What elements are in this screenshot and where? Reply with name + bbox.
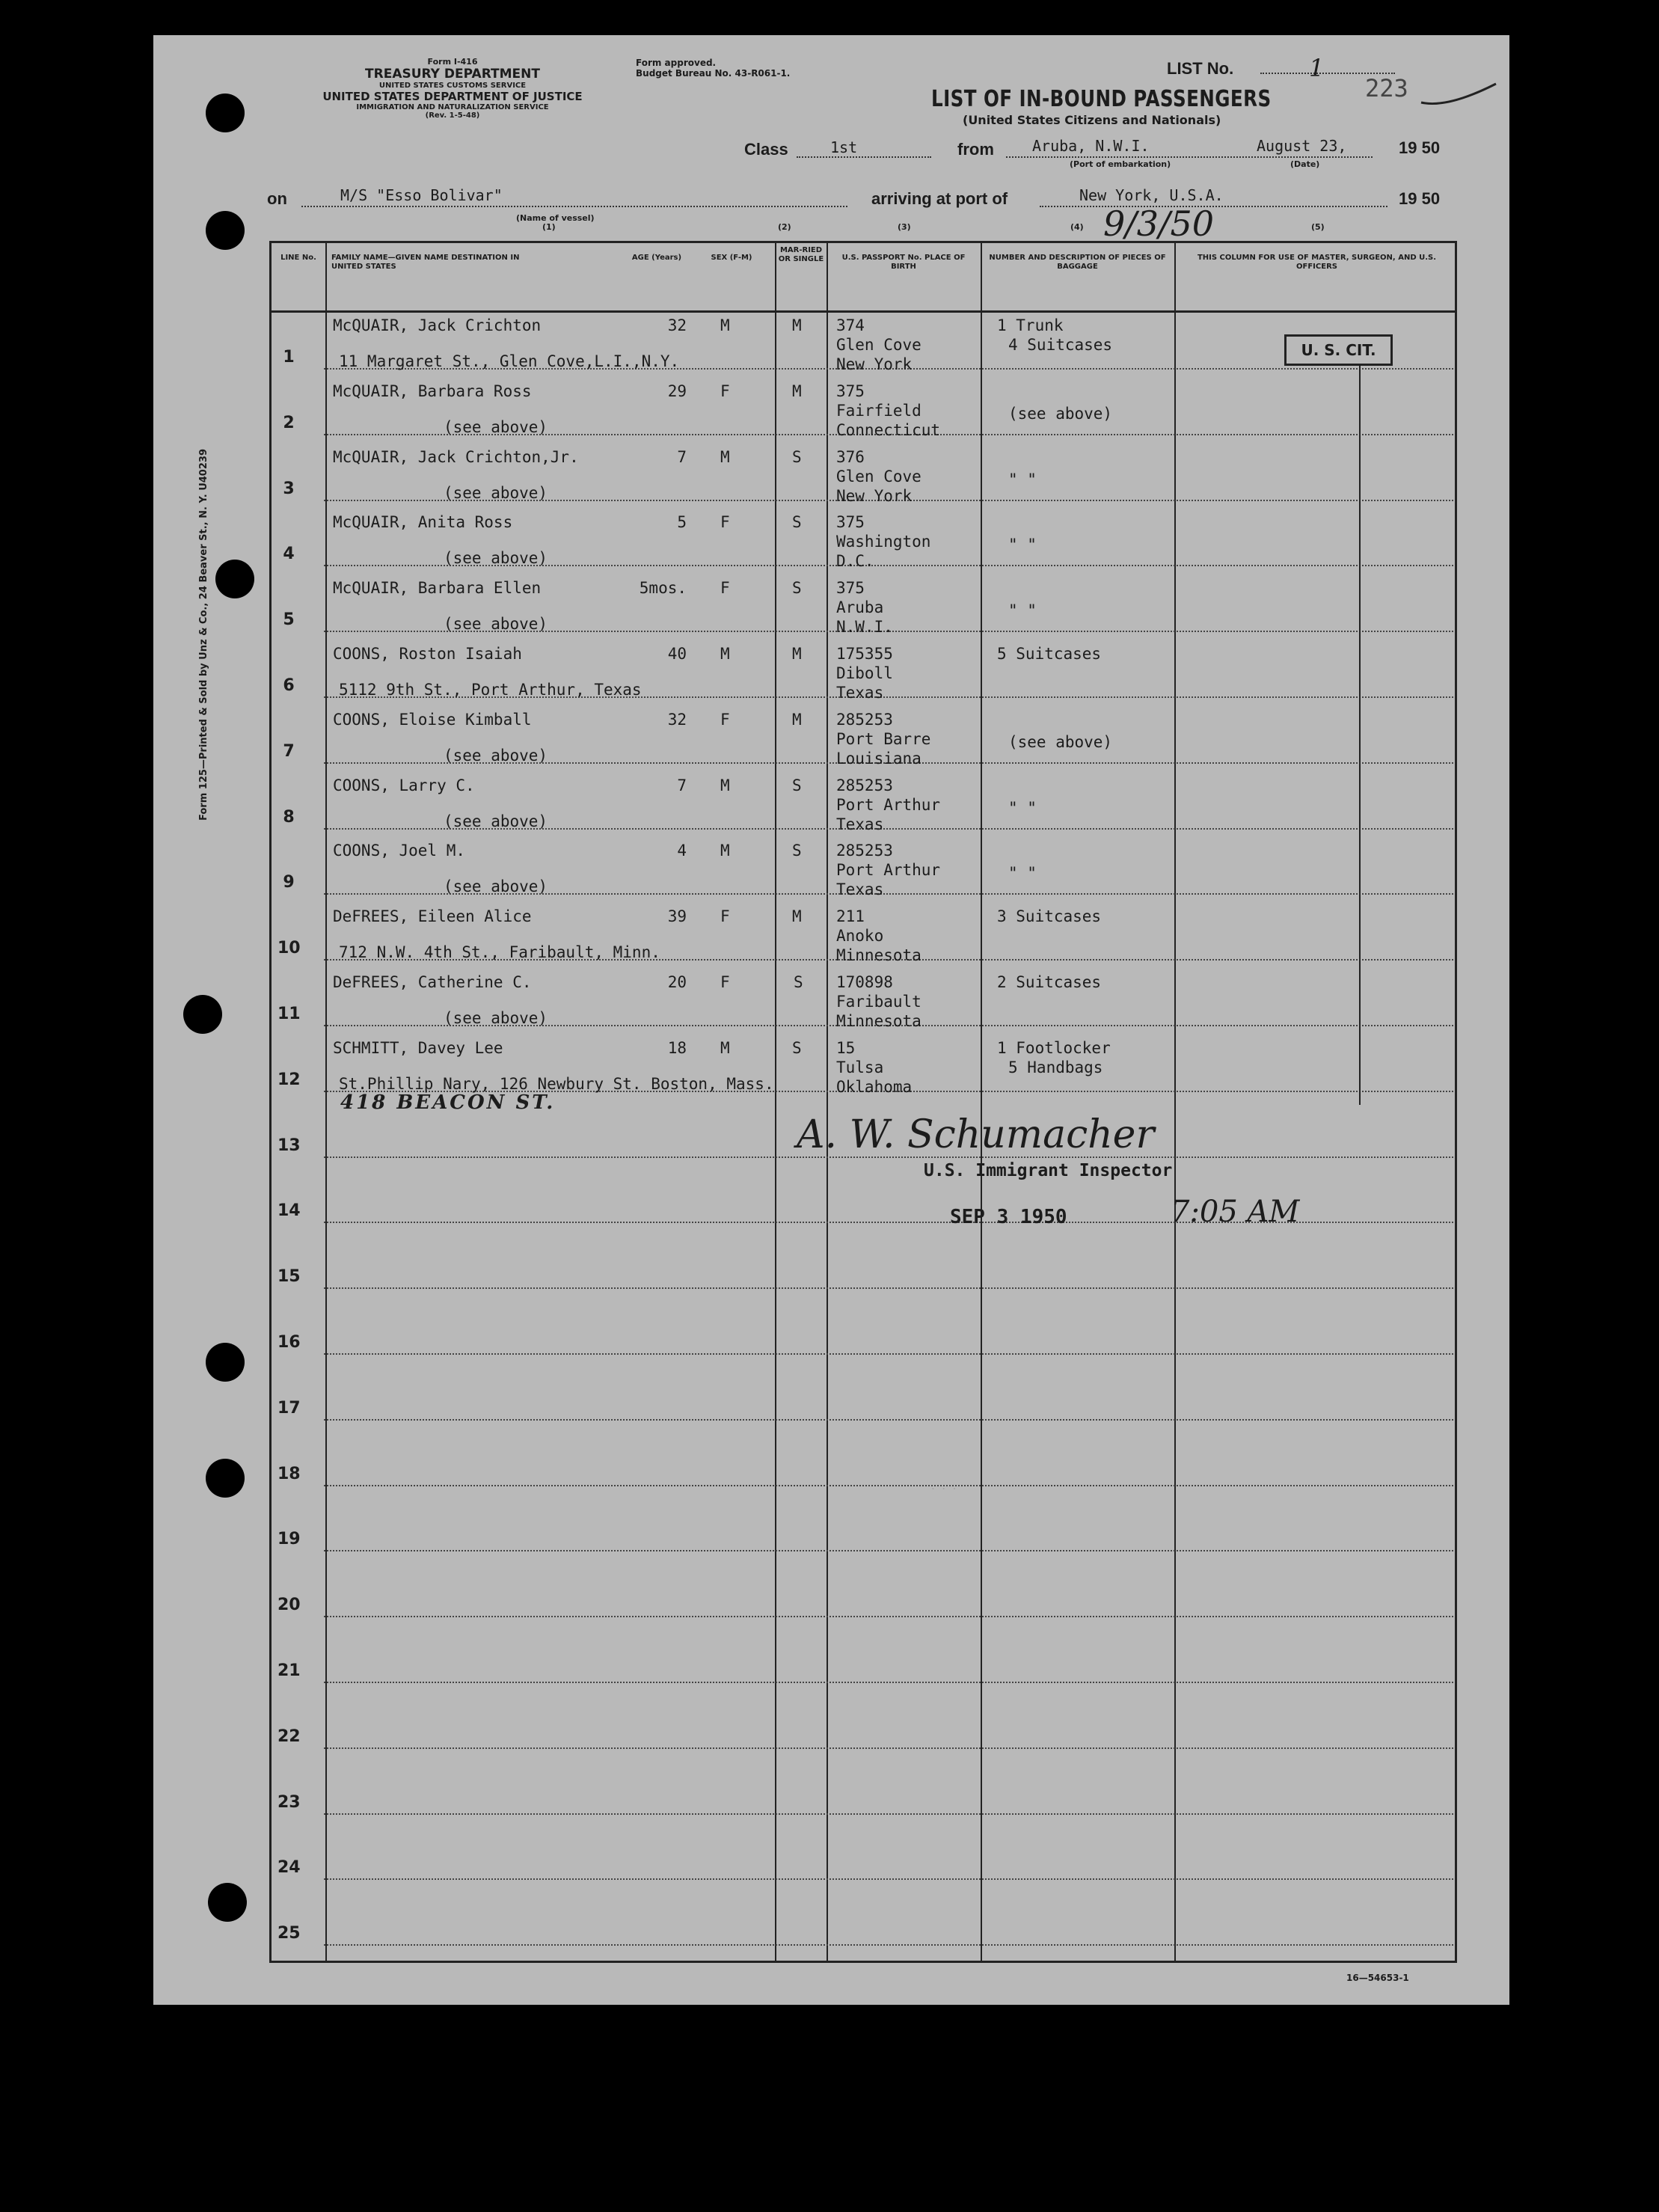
line-number: 24 xyxy=(277,1858,301,1878)
birth-place-state: Louisiana xyxy=(836,749,922,768)
passport-number: 285253 xyxy=(836,776,893,794)
col-num-1: (1) xyxy=(542,222,556,232)
birth-place-state: New York xyxy=(836,486,913,505)
line-number: 10 xyxy=(277,939,301,958)
passenger-age: 7 xyxy=(677,776,687,794)
date-caption: (Date) xyxy=(1290,159,1320,169)
birth-place-state: Texas xyxy=(836,684,884,702)
line-number: 2 xyxy=(283,413,295,432)
birth-place-city: Washington xyxy=(836,533,931,551)
col-num-3: (3) xyxy=(898,222,911,232)
marital-status: S xyxy=(792,842,802,860)
handwritten-time: 7:05 AM xyxy=(1171,1195,1300,1229)
passport-number: 285253 xyxy=(836,710,893,729)
passport-number: 375 xyxy=(836,382,865,400)
passenger-sex: F xyxy=(720,513,730,532)
birth-place-city: Tulsa xyxy=(836,1058,884,1076)
line-number: 25 xyxy=(277,1924,301,1943)
check-mark-icon xyxy=(1417,80,1500,110)
passenger-age: 29 xyxy=(667,382,687,400)
passenger-sex: M xyxy=(720,1038,730,1057)
passenger-age: 39 xyxy=(667,907,687,926)
passenger-sex: F xyxy=(720,579,730,598)
line-number: 22 xyxy=(277,1727,301,1746)
baggage-line-1: 5 Suitcases xyxy=(997,645,1102,663)
birth-place-state: Connecticut xyxy=(836,420,941,439)
footer-form-number: 16—54653-1 xyxy=(1346,1973,1409,1983)
arrival-stamp-date: SEP 3 1950 xyxy=(950,1206,1067,1228)
line-number: 4 xyxy=(283,545,295,564)
class-value: 1st xyxy=(830,138,858,156)
row-dotted-line xyxy=(324,1550,1453,1551)
passenger-destination: (see above) xyxy=(444,746,548,765)
marital-status: M xyxy=(792,645,802,663)
punch-hole xyxy=(183,995,222,1034)
passenger-sex: M xyxy=(720,645,730,663)
passenger-name: McQUAIR, Jack Crichton,Jr. xyxy=(333,447,579,466)
inspector-signature: A. W. Schumacher xyxy=(797,1112,1155,1157)
marital-status: S xyxy=(794,973,803,991)
baggage-line-2: 4 Suitcases xyxy=(1008,336,1113,354)
from-dots xyxy=(1006,156,1373,158)
punch-hole xyxy=(206,1343,245,1382)
passenger-destination: St.Phillip Nary, 126 Newbury St. Boston, Mass. xyxy=(339,1074,774,1093)
baggage-line-2: (see above) xyxy=(1008,732,1113,751)
vessel-caption: (Name of vessel) xyxy=(516,213,595,223)
passenger-sex: F xyxy=(720,710,730,729)
passport-number: 211 xyxy=(836,907,865,926)
row-dotted-line xyxy=(324,1682,1453,1683)
marital-status: S xyxy=(792,776,802,794)
line-number: 12 xyxy=(277,1070,301,1089)
marital-status: S xyxy=(792,1038,802,1057)
header-separator xyxy=(272,310,1455,313)
passenger-sex: M xyxy=(720,447,730,466)
passenger-name: SCHMITT, Davey Lee xyxy=(333,1038,503,1057)
baggage-line-2: " " xyxy=(1008,470,1037,488)
passenger-name: McQUAIR, Barbara Ross xyxy=(333,382,532,400)
birth-place-state: Oklahoma xyxy=(836,1077,913,1096)
passenger-destination: (see above) xyxy=(444,483,548,502)
customs-service: UNITED STATES CUSTOMS SERVICE xyxy=(378,82,527,91)
birth-place-state: Minnesota xyxy=(836,1012,922,1030)
marital-status: S xyxy=(792,447,802,466)
date-value: August 23, xyxy=(1257,137,1347,155)
class-label: Class xyxy=(744,140,788,159)
line-number: 1 xyxy=(283,348,295,367)
col-num-5: (5) xyxy=(1311,222,1325,232)
baggage-line-1: 2 Suitcases xyxy=(997,973,1102,991)
birth-place-state: Texas xyxy=(836,815,884,833)
row-dotted-line xyxy=(324,1878,1453,1880)
col-num-4: (4) xyxy=(1070,222,1084,232)
line-number: 7 xyxy=(283,741,295,761)
birth-place-city: Anoko xyxy=(836,927,884,946)
marital-status: M xyxy=(792,316,802,334)
page-subtitle: (United States Citizens and Nationals) xyxy=(963,113,1221,127)
birth-place-state: Minnesota xyxy=(836,946,922,965)
on-label: on xyxy=(267,189,287,208)
baggage-line-2: 5 Handbags xyxy=(1008,1058,1103,1076)
row-dotted-line xyxy=(324,1813,1453,1815)
th-age: AGE (Years) xyxy=(631,254,682,262)
line-number: 14 xyxy=(277,1201,301,1221)
th-officers: THIS COLUMN FOR USE OF MASTER, SURGEON, AND U.S. OFFICERS xyxy=(1197,254,1437,271)
passenger-name: COONS, Eloise Kimball xyxy=(333,710,532,729)
line-number: 17 xyxy=(277,1398,301,1418)
baggage-line-2: " " xyxy=(1008,536,1037,554)
row-dotted-line xyxy=(324,1616,1453,1617)
birth-place-city: Port Arthur xyxy=(836,861,941,880)
stamp-number: 223 xyxy=(1365,74,1408,102)
row-dotted-line xyxy=(324,1747,1453,1749)
birth-place-city: Port Arthur xyxy=(836,795,941,814)
line-number: 20 xyxy=(277,1596,301,1615)
row-dotted-line xyxy=(324,1944,1453,1946)
passenger-destination: (see above) xyxy=(444,877,548,896)
inspector-title: U.S. Immigrant Inspector xyxy=(924,1161,1173,1180)
passenger-name: McQUAIR, Anita Ross xyxy=(333,513,513,532)
vessel-value: M/S "Esso Bolivar" xyxy=(340,186,503,204)
handwritten-date: 9/3/50 xyxy=(1103,203,1215,244)
marital-status: M xyxy=(792,710,802,729)
arriving-value: New York, U.S.A. xyxy=(1079,186,1224,204)
list-no-value: 1 xyxy=(1309,54,1325,82)
manifest-page xyxy=(153,35,1509,2005)
th-sex: SEX (F-M) xyxy=(711,254,752,262)
line-number: 6 xyxy=(283,676,295,695)
list-no-label: LIST No. xyxy=(1167,59,1234,78)
line-number: 8 xyxy=(283,807,295,827)
passenger-age: 5mos. xyxy=(639,579,687,598)
bleed-through-text: . . . xyxy=(931,1479,957,1492)
treasury-dept: TREASURY DEPARTMENT xyxy=(365,66,540,82)
birth-place-city: Aruba xyxy=(836,598,884,617)
from-value: Aruba, N.W.I. xyxy=(1032,137,1150,155)
passenger-destination: (see above) xyxy=(444,1009,548,1027)
birth-place-state: Texas xyxy=(836,880,884,899)
line-number: 5 xyxy=(283,610,295,630)
passenger-destination: 5112 9th St., Port Arthur, Texas xyxy=(339,681,642,699)
revision: (Rev. 1-5-48) xyxy=(425,111,480,120)
birth-place-state: D.C. xyxy=(836,552,874,571)
printer-imprint: Form 125—Printed & Sold by Unz & Co., 24 Beaver St., N. Y. U40239 xyxy=(198,449,209,821)
handwritten-address: 418 BEACON ST. xyxy=(340,1091,556,1114)
baggage-line-2: " " xyxy=(1008,601,1037,620)
passport-number: 376 xyxy=(836,447,865,466)
passenger-sex: M xyxy=(720,316,730,334)
col-num-2: (2) xyxy=(778,222,791,232)
line-number: 15 xyxy=(277,1267,301,1287)
passenger-age: 32 xyxy=(667,710,687,729)
passenger-age: 18 xyxy=(667,1038,687,1057)
passenger-name: DeFREES, Eileen Alice xyxy=(333,907,532,926)
marital-status: S xyxy=(792,579,802,598)
baggage-line-2: (see above) xyxy=(1008,404,1113,423)
marital-status: M xyxy=(792,382,802,400)
form-number: Form I-416 xyxy=(427,57,478,67)
passenger-sex: M xyxy=(720,776,730,794)
passenger-name: COONS, Joel M. xyxy=(333,842,466,860)
punch-hole xyxy=(206,211,245,250)
birth-place-state: New York xyxy=(836,355,913,373)
arriving-label: arriving at port of xyxy=(871,189,1008,208)
punch-hole xyxy=(206,1459,245,1498)
passenger-sex: F xyxy=(720,907,730,926)
line-number: 11 xyxy=(277,1005,301,1023)
line-number: 18 xyxy=(277,1464,301,1483)
bracket-line xyxy=(1359,364,1361,1105)
passenger-age: 20 xyxy=(667,973,687,991)
line-number: 16 xyxy=(277,1333,301,1352)
line-number: 13 xyxy=(277,1136,301,1155)
birth-place-city: Glen Cove xyxy=(836,467,922,485)
passenger-age: 7 xyxy=(677,447,687,466)
birth-place-state: N.W.I. xyxy=(836,618,893,637)
vessel-dots xyxy=(301,206,847,207)
birth-place-city: Fairfield xyxy=(836,401,922,420)
th-name: FAMILY NAME—GIVEN NAME DESTINATION IN UNITED STATES xyxy=(331,254,520,271)
passenger-name: McQUAIR, Barbara Ellen xyxy=(333,579,542,598)
passenger-destination: (see above) xyxy=(444,615,548,634)
passenger-sex: F xyxy=(720,973,730,991)
birth-place-city: Faribault xyxy=(836,993,922,1011)
port-caption: (Port of embarkation) xyxy=(1070,159,1171,169)
passenger-age: 32 xyxy=(667,316,687,334)
baggage-line-1: 1 Trunk xyxy=(997,316,1064,334)
passenger-sex: F xyxy=(720,382,730,400)
class-dots xyxy=(797,156,931,158)
birth-place-city: Port Barre xyxy=(836,729,931,748)
marital-status: M xyxy=(792,907,802,926)
line-number: 19 xyxy=(277,1530,301,1549)
passenger-name: COONS, Larry C. xyxy=(333,776,475,794)
line-number: 21 xyxy=(277,1661,301,1680)
passenger-name: McQUAIR, Jack Crichton xyxy=(333,316,542,334)
passenger-sex: M xyxy=(720,842,730,860)
punch-hole xyxy=(208,1883,247,1922)
th-passport: U.S. PASSPORT No. PLACE OF BIRTH xyxy=(841,254,966,271)
passport-number: 170898 xyxy=(836,973,893,991)
ins-service: IMMIGRATION AND NATURALIZATION SERVICE xyxy=(356,102,549,111)
birth-place-city: Glen Cove xyxy=(836,336,922,354)
baggage-line-2: " " xyxy=(1008,864,1037,883)
passenger-destination: 11 Margaret St., Glen Cove,L.I.,N.Y. xyxy=(339,352,680,370)
passenger-name: COONS, Roston Isaiah xyxy=(333,645,522,663)
us-cit-stamp: U. S. CIT. xyxy=(1284,334,1393,366)
marital-status: S xyxy=(792,513,802,532)
birth-place-city: Diboll xyxy=(836,664,893,682)
approval-note xyxy=(636,58,790,79)
passport-number: 374 xyxy=(836,316,865,334)
passenger-age: 40 xyxy=(667,645,687,663)
from-label: from xyxy=(957,140,994,159)
passport-number: 285253 xyxy=(836,842,893,860)
punch-hole xyxy=(206,94,245,132)
budget-bureau-line: Budget Bureau No. 43-R061-1. xyxy=(636,68,791,79)
row-dotted-line xyxy=(324,1419,1453,1421)
year-2: 19 50 xyxy=(1399,189,1441,208)
th-line-no: LINE No. xyxy=(280,254,316,262)
line-number: 23 xyxy=(277,1792,301,1812)
passport-number: 15 xyxy=(836,1038,856,1057)
passport-number: 375 xyxy=(836,579,865,598)
row-dotted-line xyxy=(324,1287,1453,1289)
punch-hole xyxy=(215,560,254,598)
line-number: 3 xyxy=(283,479,295,498)
baggage-line-2: " " xyxy=(1008,798,1037,817)
passport-number: 175355 xyxy=(836,645,893,663)
passenger-destination: (see above) xyxy=(444,812,548,830)
passenger-destination: (see above) xyxy=(444,549,548,568)
passport-number: 375 xyxy=(836,513,865,532)
year-1: 19 50 xyxy=(1399,138,1441,157)
agency-header xyxy=(266,58,640,120)
row-dotted-line xyxy=(324,1353,1453,1355)
passenger-age: 4 xyxy=(677,842,687,860)
passenger-destination: 712 N.W. 4th St., Faribault, Minn. xyxy=(339,943,660,962)
passenger-destination: (see above) xyxy=(444,417,548,436)
passenger-name: DeFREES, Catherine C. xyxy=(333,973,532,991)
page-title: LIST OF IN-BOUND PASSENGERS xyxy=(931,86,1272,112)
th-baggage: NUMBER AND DESCRIPTION OF PIECES OF BAGGAGE xyxy=(989,254,1166,271)
baggage-line-1: 1 Footlocker xyxy=(997,1038,1111,1057)
baggage-line-1: 3 Suitcases xyxy=(997,907,1102,926)
passenger-age: 5 xyxy=(677,513,687,532)
approved-line: Form approved. xyxy=(636,58,717,68)
th-married: MAR-RIED OR SINGLE xyxy=(778,246,824,263)
line-number: 9 xyxy=(283,873,295,892)
justice-dept: UNITED STATES DEPARTMENT OF JUSTICE xyxy=(322,89,583,103)
row-dotted-line xyxy=(324,1485,1453,1486)
